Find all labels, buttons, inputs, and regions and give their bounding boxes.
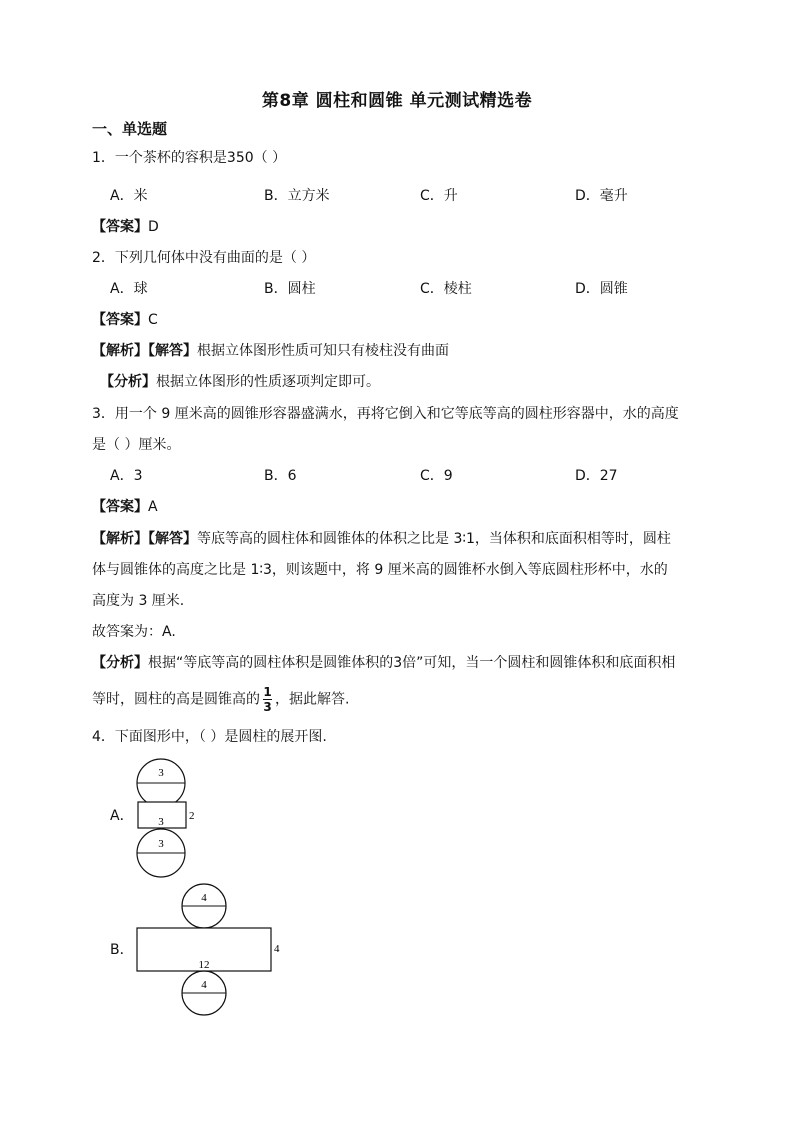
- question-1-option-b: B．立方米: [264, 188, 330, 204]
- analysis-text-1: 等底等高的圆柱体和圆锥体的体积之比是 3∶1，当体积和底面积相等时，圆柱: [197, 531, 671, 547]
- question-2-option-d: D．圆锥: [575, 281, 628, 297]
- figure-a-rect-side-label: 2: [189, 810, 195, 822]
- question-3-stem-line1: 3．用一个 9 厘米高的圆锥形容器盛满水，再将它倒入和它等底等高的圆柱形容器中，水的高度: [92, 406, 679, 422]
- answer-label: 【答案】: [92, 219, 148, 235]
- question-2-option-c: C．棱柱: [420, 281, 472, 297]
- question-3-analysis-line1: [92, 529, 671, 549]
- figure-a-bottom-label: 3: [158, 838, 164, 850]
- fraction-one-third: [263, 686, 272, 713]
- figure-b-bottom-label: 4: [201, 979, 207, 991]
- fenxi-text-2: 等时，圆柱的高是圆锥高的: [92, 691, 260, 708]
- fraction-denominator: 3: [263, 700, 272, 714]
- question-1-option-a: A．米: [110, 188, 148, 204]
- question-3-analysis-line3: 高度为 3 厘米.: [92, 593, 185, 609]
- fraction-numerator: 1: [263, 685, 272, 699]
- figure-b-rect-bottom-label: 12: [198, 959, 210, 971]
- question-2-stem: 2．下列几何体中没有曲面的是（ ）: [92, 250, 316, 266]
- question-1-option-c: C．升: [420, 188, 458, 204]
- question-2-option-b: B．圆柱: [264, 281, 316, 297]
- question-1-option-d: D．毫升: [575, 188, 628, 204]
- question-3-answer: [92, 497, 158, 517]
- question-2-answer: [92, 310, 158, 330]
- answer-value: A: [148, 499, 158, 515]
- figure-b-top-label: 4: [201, 892, 207, 904]
- question-3-option-d: D．27: [575, 468, 618, 484]
- fenxi-text: 根据立体图形的性质逐项判定即可。: [156, 374, 380, 390]
- question-3-stem-line2: 是（ ）厘米。: [92, 437, 181, 453]
- question-3-fenxi-line1: [92, 653, 675, 673]
- fenxi-label: 【分析】: [92, 655, 148, 671]
- page-title: 第8章 圆柱和圆锥 单元测试精选卷: [261, 91, 533, 111]
- analysis-text: 根据立体图形性质可知只有棱柱没有曲面: [197, 343, 449, 359]
- question-3-analysis-line2: 体与圆锥体的高度之比是 1∶3，则该题中，将 9 厘米高的圆锥杯水倒入等底圆柱形杯中，水的: [92, 562, 668, 578]
- question-3-conclusion: 故答案为：A.: [92, 624, 176, 640]
- answer-label: 【答案】: [92, 499, 148, 515]
- question-3-option-b: B．6: [264, 468, 297, 484]
- fenxi-text-3: ，据此解答.: [275, 691, 350, 708]
- figure-a-label: A．: [110, 808, 134, 824]
- answer-label: 【答案】: [92, 312, 148, 328]
- answer-value: C: [148, 312, 158, 328]
- question-2-fenxi: [100, 372, 380, 392]
- question-4-stem: 4．下面图形中，（ ）是圆柱的展开图.: [92, 729, 327, 745]
- answer-value: D: [148, 219, 159, 235]
- solution-label: 【解答】: [148, 343, 197, 359]
- figure-b-label: B．: [110, 942, 134, 958]
- figure-a-rect-bottom-label: 3: [158, 816, 164, 828]
- question-3-fenxi-line2: [92, 686, 349, 713]
- question-2-option-a: A．球: [110, 281, 148, 297]
- question-1-stem: 1．一个茶杯的容积是350（ ）: [92, 150, 287, 166]
- analysis-label: 【解析】: [92, 343, 148, 359]
- figure-b-cylinder-net: [130, 882, 290, 1020]
- analysis-label: 【解析】: [92, 531, 148, 547]
- fenxi-label: 【分析】: [100, 374, 156, 390]
- question-3-option-a: A．3: [110, 468, 143, 484]
- figure-a-cylinder-net: [130, 758, 210, 878]
- question-3-option-c: C．9: [420, 468, 453, 484]
- solution-label: 【解答】: [148, 531, 197, 547]
- fenxi-text-1: 根据“等底等高的圆柱体积是圆锥体积的3倍”可知，当一个圆柱和圆锥体积和底面积相: [148, 655, 676, 671]
- question-2-analysis: [92, 341, 449, 361]
- figure-b-rect-side-label: 4: [274, 943, 280, 955]
- figure-a-top-label: 3: [158, 767, 164, 779]
- question-1-answer: [92, 217, 159, 237]
- section-heading: 一、单选题: [92, 120, 168, 138]
